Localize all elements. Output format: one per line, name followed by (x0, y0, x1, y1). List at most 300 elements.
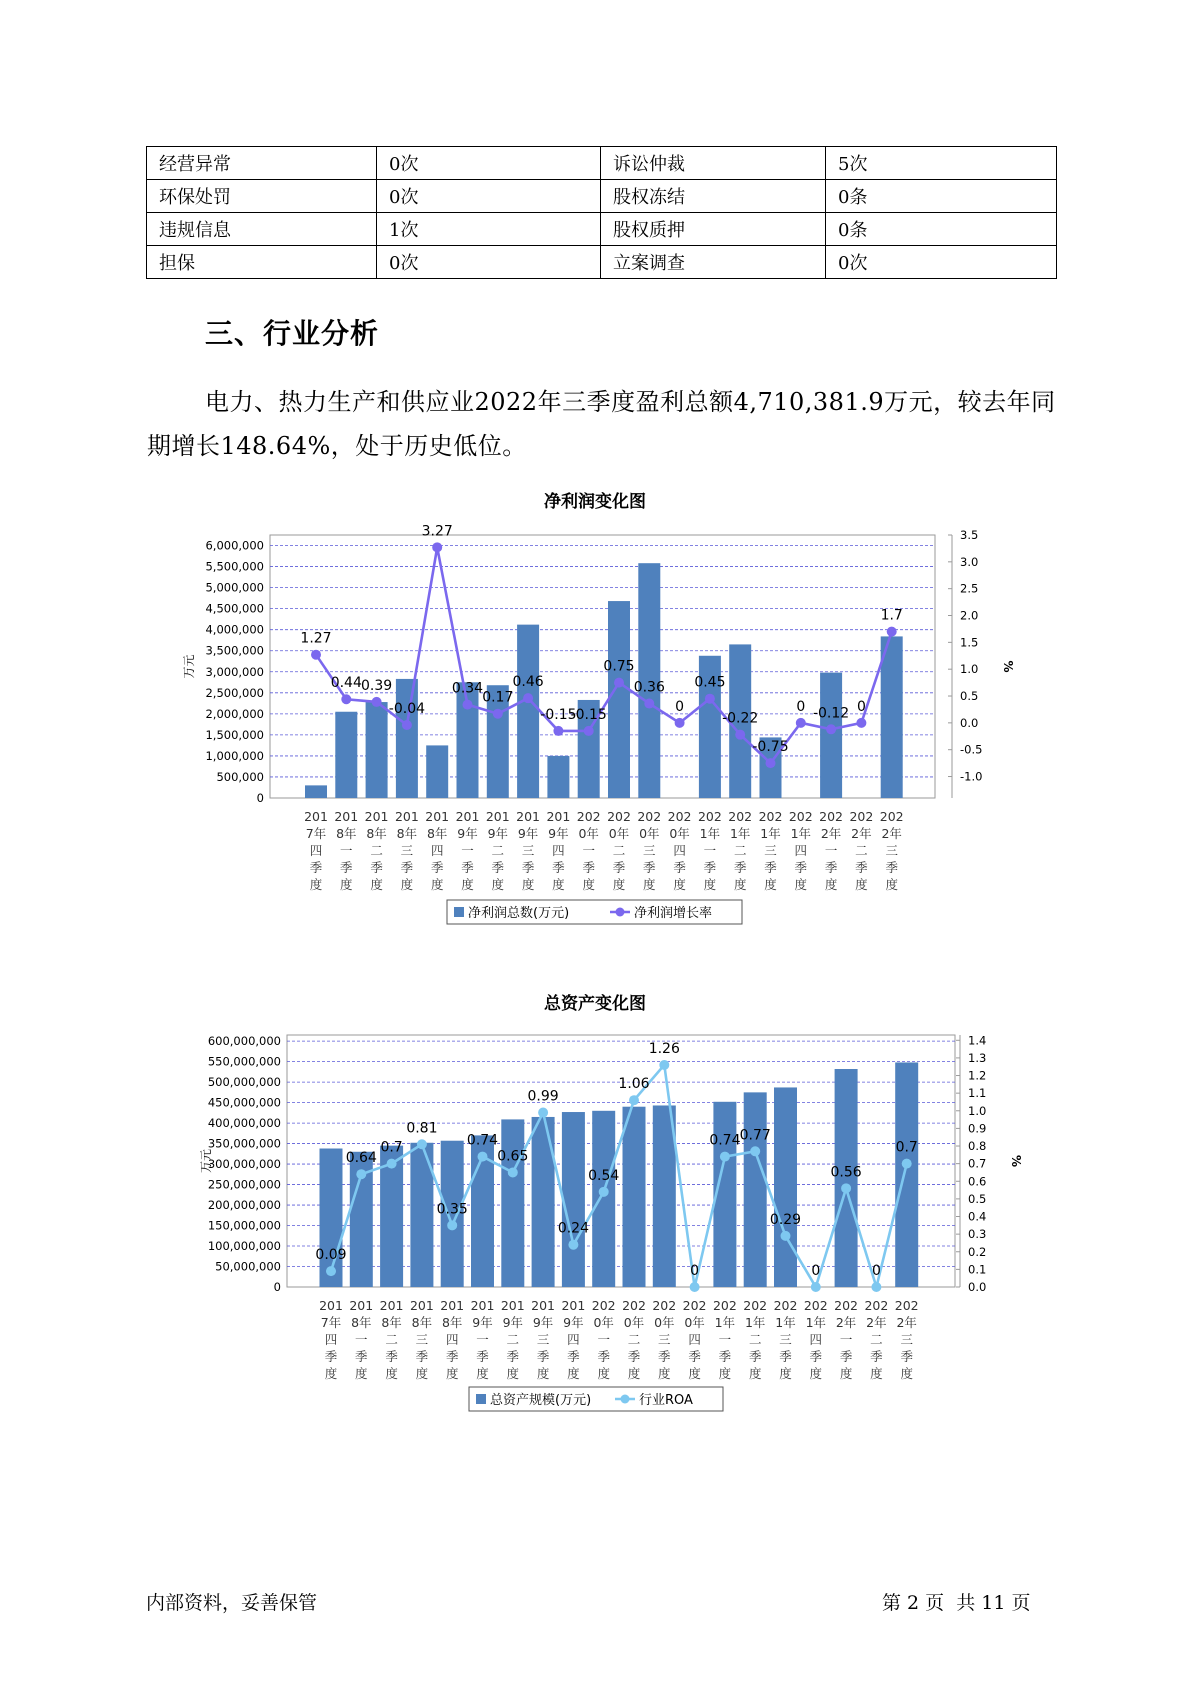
y2-tick-label: -0.5 (960, 742, 983, 757)
x-tick-label: 9年 (502, 1315, 524, 1330)
bar (820, 673, 842, 798)
x-tick-label: 一 (839, 1332, 853, 1347)
bar (547, 756, 569, 798)
x-tick-label: 季 (703, 860, 717, 875)
x-tick-label: 一 (461, 843, 474, 858)
data-label: 0 (690, 1263, 700, 1279)
x-tick-label: 一 (355, 1332, 368, 1347)
x-tick-label: 9年 (457, 826, 478, 841)
y2-tick-label: 1.4 (968, 1033, 987, 1048)
data-label: 3.27 (421, 523, 453, 540)
y2-tick-label: 2.0 (960, 608, 979, 623)
legend-bar-label: 总资产规模(万元) (490, 1393, 592, 1408)
x-tick-label: 202 (712, 1298, 737, 1313)
x-tick-label: 8年 (396, 826, 418, 841)
x-tick-label: 201 (546, 809, 571, 824)
x-tick-label: 202 (819, 809, 844, 824)
data-label: -0.75 (752, 739, 789, 756)
x-tick-label: 201 (319, 1298, 343, 1313)
data-point (750, 1146, 760, 1156)
x-tick-label: 201 (349, 1298, 374, 1313)
x-tick-label: 度 (779, 1366, 792, 1381)
x-tick-label: 度 (309, 877, 323, 892)
x-tick-label: 度 (885, 877, 898, 892)
x-tick-label: 度 (900, 1366, 913, 1381)
x-tick-label: 三 (536, 1332, 550, 1347)
data-label: 0.54 (588, 1167, 620, 1184)
x-tick-label: 二 (370, 843, 383, 858)
x-tick-label: 四 (809, 1332, 823, 1347)
x-tick-label: 0年 (684, 1315, 705, 1330)
x-tick-label: 202 (682, 1298, 707, 1313)
legend-line-marker (621, 1395, 630, 1404)
x-tick-label: 季 (748, 1349, 762, 1364)
x-tick-label: 一 (582, 843, 595, 858)
data-point (644, 699, 654, 709)
table-label-cell: 环保处罚 (147, 180, 377, 213)
legend-bar-swatch (476, 1394, 486, 1404)
x-tick-label: 三 (400, 843, 414, 858)
x-tick-label: 季 (794, 860, 808, 875)
y2-axis-label: % (1001, 660, 1015, 673)
bar (608, 601, 630, 798)
x-tick-label: 二 (506, 1332, 520, 1347)
x-tick-label: 季 (597, 1349, 610, 1364)
y2-tick-label: 0.0 (968, 1280, 987, 1294)
y2-tick-label: 1.1 (968, 1086, 987, 1101)
bar (881, 636, 903, 798)
y2-tick-label: -1.0 (960, 769, 983, 784)
x-tick-label: 度 (718, 1366, 732, 1381)
x-tick-label: 201 (304, 809, 328, 824)
data-label: 0.29 (769, 1211, 802, 1228)
data-label: 0.65 (497, 1148, 529, 1165)
x-tick-label: 0年 (593, 1315, 614, 1330)
x-tick-label: 202 (697, 809, 722, 824)
x-tick-label: 202 (667, 809, 692, 824)
x-tick-label: 度 (521, 877, 535, 892)
x-tick-label: 201 (425, 809, 450, 824)
x-tick-label: 一 (597, 1332, 610, 1347)
y-tick-label: 4,500,000 (205, 601, 264, 616)
table-value-cell: 0次 (377, 147, 601, 180)
data-point (568, 1240, 578, 1250)
x-tick-label: 202 (849, 809, 874, 824)
table-row (147, 180, 1057, 213)
data-point (614, 678, 624, 688)
x-tick-label: 8年 (426, 826, 448, 841)
risk-summary-table (146, 146, 1057, 279)
data-point (372, 697, 382, 707)
table-label-cell: 立案调查 (601, 246, 826, 279)
x-tick-label: 度 (733, 877, 747, 892)
x-tick-label: 度 (445, 1366, 459, 1381)
legend-bar-label: 净利润总数(万元) (468, 906, 570, 921)
x-tick-label: 三 (779, 1332, 792, 1347)
x-tick-label: 四 (309, 843, 323, 858)
x-tick-label: 季 (673, 860, 686, 875)
x-tick-label: 季 (870, 1349, 883, 1364)
data-label: 0 (871, 1263, 881, 1279)
x-tick-label: 三 (521, 843, 535, 858)
bar (774, 1087, 797, 1287)
x-tick-label: 8年 (381, 1315, 402, 1330)
data-label: 0.77 (739, 1127, 771, 1144)
x-tick-label: 三 (764, 843, 777, 858)
x-tick-label: 202 (652, 1298, 677, 1313)
table-label-cell: 股权冻结 (601, 180, 826, 213)
x-tick-label: 季 (400, 860, 414, 875)
x-tick-label: 1年 (775, 1315, 796, 1330)
x-tick-label: 度 (491, 877, 505, 892)
bar (744, 1092, 767, 1287)
x-tick-label: 度 (370, 877, 383, 892)
data-point (599, 1187, 609, 1197)
x-tick-label: 季 (370, 860, 383, 875)
y2-tick-label: 0.5 (968, 1191, 987, 1206)
data-point (584, 726, 594, 736)
legend-line-label: 行业ROA (639, 1393, 693, 1408)
data-point (523, 693, 533, 703)
x-tick-label: 季 (521, 860, 535, 875)
x-tick-label: 度 (870, 1366, 883, 1381)
data-label: 0.56 (830, 1164, 862, 1181)
y-tick-label: 3,500,000 (205, 643, 264, 658)
x-tick-label: 二 (385, 1332, 398, 1347)
y-tick-label: 250,000,000 (207, 1177, 281, 1192)
data-label: 0.7 (380, 1139, 403, 1156)
x-tick-label: 度 (612, 877, 626, 892)
bar (517, 625, 539, 798)
x-tick-label: 1年 (744, 1315, 766, 1330)
y-tick-label: 5,500,000 (205, 559, 264, 574)
x-tick-label: 季 (764, 860, 777, 875)
x-tick-label: 度 (400, 877, 414, 892)
y-tick-label: 550,000,000 (207, 1054, 281, 1069)
data-point (720, 1152, 730, 1162)
x-tick-label: 三 (900, 1332, 913, 1347)
data-point (493, 709, 503, 719)
table-label-cell: 担保 (147, 246, 377, 279)
x-tick-label: 201 (364, 809, 389, 824)
x-tick-label: 度 (748, 1366, 762, 1381)
x-tick-label: 二 (748, 1332, 762, 1347)
x-tick-label: 一 (703, 843, 717, 858)
data-point (781, 1231, 791, 1241)
data-label: 0.24 (557, 1220, 589, 1237)
x-tick-label: 202 (743, 1298, 768, 1313)
data-label: 0.99 (527, 1088, 559, 1105)
y-tick-label: 450,000,000 (207, 1095, 281, 1110)
x-tick-label: 1年 (714, 1315, 736, 1330)
x-tick-label: 8年 (351, 1315, 372, 1330)
x-tick-label: 201 (485, 809, 510, 824)
x-tick-label: 0年 (639, 826, 660, 841)
data-point (356, 1169, 366, 1179)
y2-tick-label: 1.0 (968, 1103, 987, 1118)
bar (592, 1111, 615, 1287)
y-tick-label: 150,000,000 (207, 1218, 281, 1233)
x-tick-label: 三 (658, 1332, 671, 1347)
data-point (447, 1220, 457, 1230)
x-tick-label: 度 (855, 877, 868, 892)
x-tick-label: 度 (597, 1366, 610, 1381)
data-point (841, 1183, 851, 1193)
bar (335, 712, 357, 798)
data-point (432, 542, 442, 552)
y-tick-label: 400,000,000 (207, 1116, 281, 1131)
bar (623, 1107, 646, 1287)
x-tick-label: 四 (324, 1332, 338, 1347)
y-tick-label: 6,000,000 (205, 538, 264, 553)
y-tick-label: 5,000,000 (205, 580, 264, 595)
y-tick-label: 500,000 (216, 769, 264, 784)
data-point (735, 730, 745, 740)
data-label: 0 (675, 698, 685, 715)
y-tick-label: 0 (256, 791, 264, 805)
y2-tick-label: 0.3 (968, 1227, 987, 1242)
bar (501, 1119, 524, 1287)
data-label: 0.75 (603, 658, 635, 675)
data-label: 0.44 (330, 675, 362, 692)
x-tick-label: 季 (324, 1349, 338, 1364)
x-tick-label: 度 (809, 1366, 823, 1381)
y-tick-label: 4,000,000 (205, 622, 264, 637)
data-label: -0.15 (540, 706, 577, 723)
data-label: 0.35 (436, 1201, 468, 1218)
x-tick-label: 度 (415, 1366, 429, 1381)
y2-tick-label: 0.7 (968, 1156, 987, 1171)
bar (396, 679, 418, 798)
x-tick-label: 季 (355, 1349, 368, 1364)
x-tick-label: 201 (531, 1298, 556, 1313)
x-tick-label: 三 (885, 843, 898, 858)
x-tick-label: 202 (894, 1298, 919, 1313)
x-tick-label: 季 (688, 1349, 701, 1364)
x-tick-label: 季 (476, 1349, 489, 1364)
x-tick-label: 9年 (472, 1315, 493, 1330)
table-row (147, 246, 1057, 279)
x-tick-label: 度 (385, 1366, 398, 1381)
x-tick-label: 201 (561, 1298, 586, 1313)
section-heading: 三、行业分析 (205, 317, 380, 350)
x-tick-label: 季 (718, 1349, 732, 1364)
y2-axis-label: % (1009, 1154, 1023, 1168)
x-tick-label: 一 (824, 843, 838, 858)
data-label: 0.36 (633, 679, 665, 696)
x-tick-label: 季 (415, 1349, 429, 1364)
y2-tick-label: 3.5 (960, 528, 979, 542)
x-tick-label: 四 (430, 843, 444, 858)
x-tick-label: 度 (476, 1366, 489, 1381)
x-tick-label: 度 (582, 877, 595, 892)
x-tick-label: 度 (643, 877, 656, 892)
x-tick-label: 季 (445, 1349, 459, 1364)
x-tick-label: 四 (688, 1332, 701, 1347)
industry-summary-paragraph: 电力、热力生产和供应业2022年三季度盈利总额4,710,381.9万元，较去年同期增长148.64%，处于历史低位。 (147, 388, 1056, 460)
table-label-cell: 经营异常 (147, 147, 377, 180)
y2-tick-label: 1.0 (960, 662, 979, 677)
table-label-cell: 股权质押 (601, 213, 826, 246)
data-point (508, 1167, 518, 1177)
x-tick-label: 四 (673, 843, 686, 858)
x-tick-label: 度 (658, 1366, 671, 1381)
x-tick-label: 202 (803, 1298, 828, 1313)
data-point (538, 1108, 548, 1118)
x-tick-label: 一 (476, 1332, 489, 1347)
x-tick-label: 202 (879, 809, 904, 824)
x-tick-label: 二 (491, 843, 505, 858)
x-tick-label: 201 (500, 1298, 525, 1313)
x-tick-label: 201 (470, 1298, 495, 1313)
x-tick-label: 季 (824, 860, 838, 875)
x-tick-label: 度 (461, 877, 474, 892)
y-tick-label: 1,000,000 (205, 748, 264, 763)
y2-tick-label: 1.2 (968, 1068, 987, 1083)
y-tick-label: 0 (273, 1280, 281, 1294)
x-tick-label: 度 (506, 1366, 520, 1381)
x-tick-label: 度 (430, 877, 444, 892)
x-tick-label: 季 (612, 860, 626, 875)
x-tick-label: 季 (536, 1349, 550, 1364)
data-point (553, 726, 563, 736)
chart-title: 总资产变化图 (544, 994, 646, 1014)
table-row (147, 147, 1057, 180)
x-tick-label: 季 (461, 860, 474, 875)
x-tick-label: 2年 (835, 1315, 857, 1330)
x-tick-label: 202 (728, 809, 753, 824)
x-tick-label: 季 (340, 860, 353, 875)
x-tick-label: 8年 (336, 826, 357, 841)
x-tick-label: 1年 (729, 826, 751, 841)
x-tick-label: 2年 (820, 826, 842, 841)
bar (562, 1112, 585, 1287)
data-label: 0.74 (466, 1132, 499, 1149)
x-tick-label: 201 (440, 1298, 465, 1313)
data-point (766, 758, 776, 768)
x-tick-label: 度 (824, 877, 838, 892)
table-value-cell: 1次 (377, 213, 601, 246)
y2-tick-label: 0.1 (968, 1262, 987, 1277)
x-tick-label: 9年 (487, 826, 509, 841)
x-tick-label: 202 (591, 1298, 616, 1313)
x-tick-label: 202 (788, 809, 813, 824)
data-point (871, 1282, 881, 1292)
x-tick-label: 四 (552, 843, 565, 858)
x-tick-label: 8年 (366, 826, 387, 841)
x-tick-label: 季 (567, 1349, 580, 1364)
data-point (326, 1266, 336, 1276)
y-tick-label: 100,000,000 (207, 1239, 281, 1254)
x-tick-label: 201 (516, 809, 541, 824)
data-point (856, 718, 866, 728)
x-tick-label: 季 (733, 860, 747, 875)
x-tick-label: 季 (552, 860, 565, 875)
y2-tick-label: 1.5 (960, 635, 979, 650)
x-tick-label: 201 (379, 1298, 404, 1313)
y2-tick-label: 0.5 (960, 689, 979, 704)
y2-tick-label: 0.4 (968, 1209, 987, 1224)
x-tick-label: 2年 (851, 826, 872, 841)
data-point (887, 627, 897, 637)
data-label: 0.46 (512, 674, 544, 691)
legend-line-label: 净利润增长率 (634, 906, 713, 921)
x-tick-label: 季 (385, 1349, 398, 1364)
legend-bar-swatch (454, 907, 464, 917)
x-tick-label: 1年 (805, 1315, 827, 1330)
x-tick-label: 度 (764, 877, 777, 892)
x-tick-label: 四 (445, 1332, 459, 1347)
x-tick-label: 1年 (790, 826, 812, 841)
bar (366, 702, 388, 798)
x-tick-label: 季 (839, 1349, 853, 1364)
x-tick-label: 季 (506, 1349, 520, 1364)
x-tick-label: 1年 (760, 826, 781, 841)
x-tick-label: 度 (673, 877, 686, 892)
x-tick-label: 度 (355, 1366, 368, 1381)
x-tick-label: 季 (900, 1349, 913, 1364)
x-tick-label: 201 (334, 809, 359, 824)
legend-line-marker (616, 908, 625, 917)
data-label: 0.64 (345, 1150, 377, 1167)
footer-page-number: 第 2 页 共 11 页 (882, 1592, 1031, 1614)
x-tick-label: 201 (455, 809, 480, 824)
data-label: 0.45 (694, 674, 726, 691)
data-point (629, 1095, 639, 1105)
y2-tick-label: 0.6 (968, 1174, 987, 1189)
data-label: 0.7 (895, 1139, 918, 1156)
x-tick-label: 202 (758, 809, 783, 824)
x-tick-label: 度 (627, 1366, 641, 1381)
x-tick-label: 季 (658, 1349, 671, 1364)
total-assets-chart (0, 985, 1191, 1445)
data-point (463, 700, 473, 710)
x-tick-label: 202 (864, 1298, 889, 1313)
data-point (902, 1159, 912, 1169)
data-label: -0.12 (812, 705, 850, 722)
x-tick-label: 2年 (881, 826, 902, 841)
data-point (690, 1282, 700, 1292)
x-tick-label: 202 (622, 1298, 646, 1313)
data-label: 0.74 (709, 1132, 741, 1149)
x-tick-label: 一 (340, 843, 353, 858)
x-tick-label: 二 (627, 1332, 641, 1347)
data-point (705, 694, 715, 704)
data-label: 0.17 (482, 689, 514, 706)
y-tick-label: 500,000,000 (207, 1075, 281, 1090)
data-label: 0.39 (361, 677, 393, 694)
x-tick-label: 202 (607, 809, 631, 824)
bar (305, 785, 327, 798)
y-tick-label: 350,000,000 (207, 1136, 281, 1151)
x-tick-label: 季 (491, 860, 505, 875)
y-axis-label: 万元 (182, 654, 196, 679)
table-value-cell: 0条 (826, 180, 1057, 213)
table-value-cell: 0次 (377, 246, 601, 279)
x-tick-label: 9年 (532, 1315, 554, 1330)
x-tick-label: 202 (773, 1298, 798, 1313)
y-tick-label: 50,000,000 (215, 1259, 281, 1274)
x-tick-label: 7年 (305, 826, 327, 841)
x-tick-label: 度 (794, 877, 808, 892)
y-tick-label: 2,500,000 (205, 685, 264, 700)
data-label: 1.7 (880, 607, 903, 624)
data-label: -0.22 (722, 710, 759, 727)
y2-tick-label: 0.9 (968, 1121, 987, 1136)
x-tick-label: 季 (855, 860, 868, 875)
x-tick-label: 季 (309, 860, 323, 875)
x-tick-label: 季 (582, 860, 595, 875)
